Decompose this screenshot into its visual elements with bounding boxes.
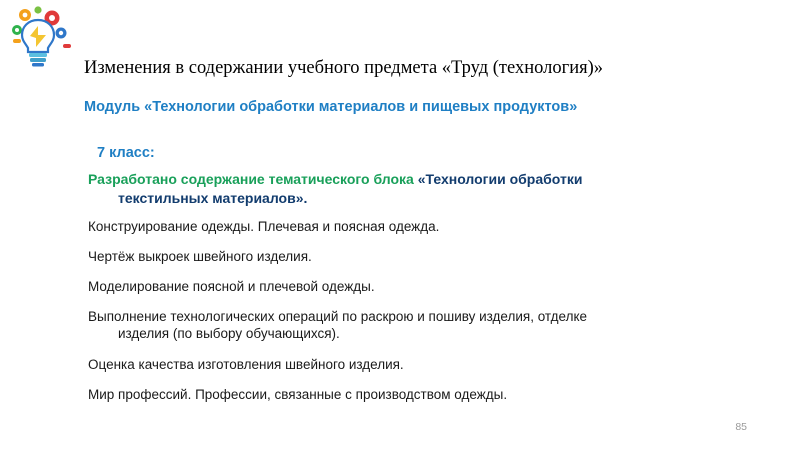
list-item-text: Конструирование одежды. Плечевая и поясная одежда.: [88, 218, 440, 234]
grade-label: 7 класс:: [97, 145, 155, 161]
list-item-text: Чертёж выкроек швейного изделия.: [88, 248, 312, 264]
list-item: [88, 278, 768, 296]
list-item: [88, 248, 768, 266]
lightbulb-gears-logo-icon: [8, 6, 76, 68]
developed-prefix: Разработано содержание тематического блока: [88, 171, 418, 187]
list-item-text: Моделирование поясной и плечевой одежды.: [88, 278, 375, 294]
list-item: [88, 218, 768, 236]
developed-second-line: текстильных материалов».: [118, 189, 308, 206]
developed-highlight: «Технологии обработки: [417, 171, 583, 187]
list-item: [88, 386, 768, 404]
list-item: [88, 308, 768, 343]
list-item-text-wrap: изделия (по выбору обучающихся).: [118, 326, 340, 342]
page-title: Изменения в содержании учебного предмета «Труд (технология)»: [84, 58, 604, 78]
list-item: [88, 356, 768, 374]
content-block: [88, 145, 768, 416]
developed-content-paragraph: [88, 170, 768, 208]
list-item-text: Выполнение технологических операций по раскрою и пошиву изделия, отделке: [88, 308, 588, 324]
list-item-text: Оценка качества изготовления швейного изделия.: [88, 356, 404, 372]
module-subtitle: Модуль «Технологии обработки материалов и пищевых продуктов»: [84, 99, 578, 115]
page-number: 85: [735, 421, 747, 433]
list-item-text: Мир профессий. Профессии, связанные с производством одежды.: [88, 386, 508, 402]
